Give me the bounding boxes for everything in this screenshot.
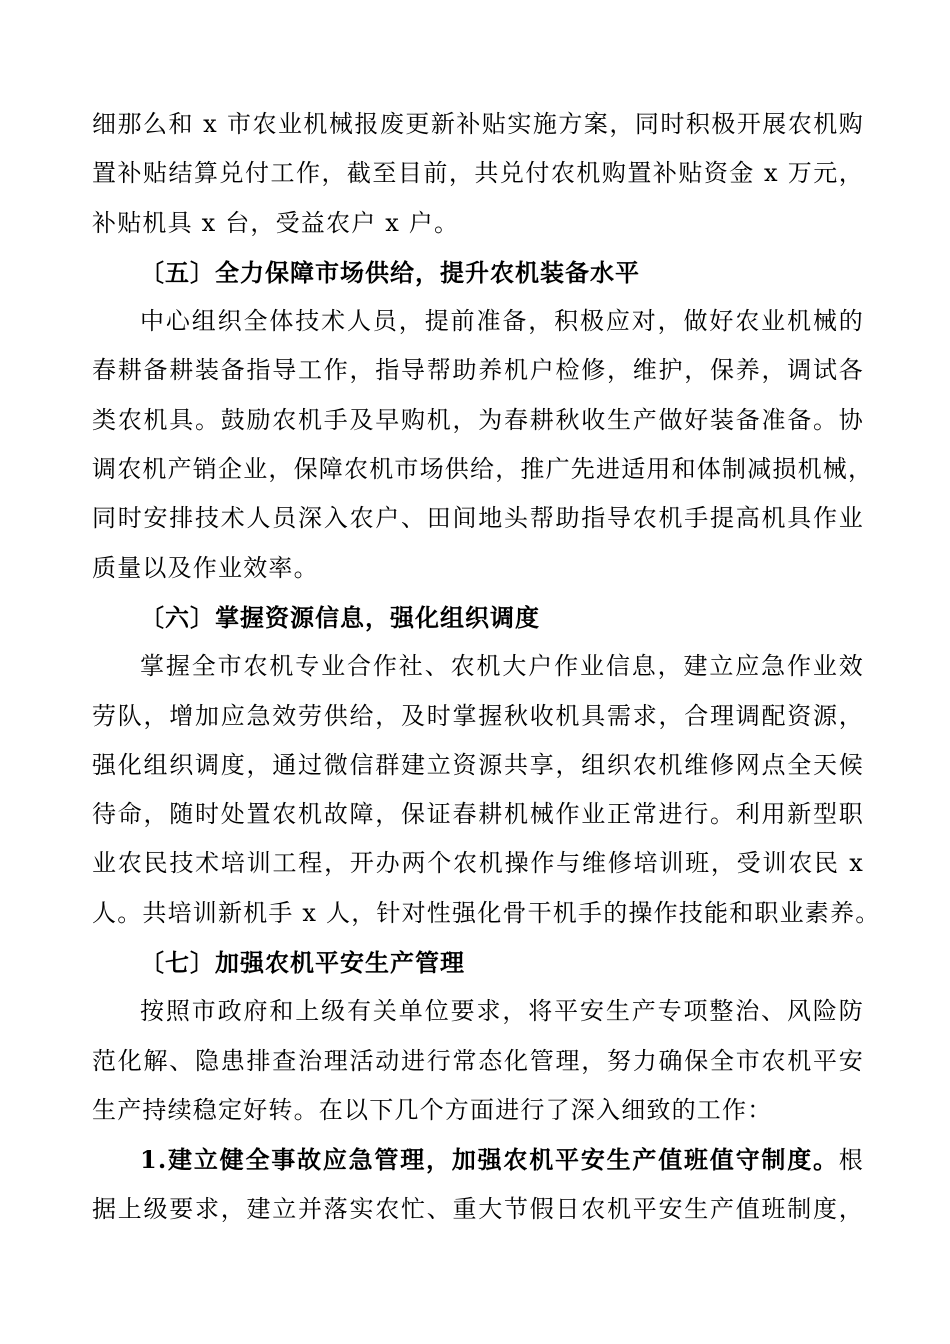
paragraph-line: 细那么和 x 市农业机械报废更新补贴实施方案，同时积极开展农机购 (92, 110, 864, 138)
paragraph-line: 类农机具。鼓励农机手及早购机，为春耕秋收生产做好装备准备。协 (92, 405, 864, 434)
item-1-text-start: 根 (838, 1146, 864, 1175)
paragraph-line: 同时安排技术人员深入农户、田间地头帮助指导农机手提高机具作业 (92, 504, 864, 533)
document-page (92, 100, 881, 1234)
paragraph-line: 劳队，增加应急效劳供给，及时掌握秋收机具需求，合理调配资源， (92, 701, 864, 730)
paragraph-line: 春耕备耕装备指导工作，指导帮助养机户检修，维护，保养，调试各 (92, 356, 864, 385)
paragraph-line: 生产持续稳定好转。在以下几个方面进行了深入细致的工作： (92, 1095, 773, 1124)
paragraph-line: 范化解、隐患排查治理活动进行常态化管理，努力确保全市农机平安 (92, 1046, 864, 1075)
paragraph-line: 人。共培训新机手 x 人，针对性强化骨干机手的操作技能和职业素养。 (92, 898, 881, 927)
paragraph-line: 中心组织全体技术人员，提前准备，积极应对，做好农业机械的 (140, 307, 864, 336)
paragraph-line: 待命，随时处置农机故障，保证春耕机械作业正常进行。利用新型职 (92, 800, 864, 829)
section-heading-seven: 〔七〕加强农机平安生产管理 (140, 948, 465, 978)
paragraph-line: 质量以及作业效率。 (92, 553, 319, 582)
section-heading-five: 〔五〕全力保障市场供给，提升农机装备水平 (140, 257, 640, 287)
paragraph-line: 业农民技术培训工程，开办两个农机操作与维修培训班，受训农民 x (92, 849, 864, 878)
item-1-bold-title: 1.建立健全事故应急管理，加强农机平安生产值班值守制度。 (140, 1145, 839, 1175)
paragraph-line: 掌握全市农机专业合作社、农机大户作业信息，建立应急作业效 (140, 652, 864, 681)
paragraph-line: 强化组织调度，通过微信群建立资源共享，组织农机维修网点全天候 (92, 750, 864, 779)
paragraph-line: 补贴机具 x 台，受益农户 x 户。 (92, 208, 460, 237)
numbered-item-1 (92, 1135, 864, 1184)
paragraph-line: 调农机产销企业，保障农机市场供给，推广先进适用和体制减损机械， (92, 455, 874, 484)
paragraph-line: 置补贴结算兑付工作，截至目前，共兑付农机购置补贴资金 x 万元， (92, 159, 864, 188)
paragraph-line: 按照市政府和上级有关单位要求，将平安生产专项整治、风险防 (140, 997, 864, 1026)
section-heading-six: 〔六〕掌握资源信息，强化组织调度 (140, 602, 540, 632)
paragraph-line: 据上级要求，建立并落实农忙、重大节假日农机平安生产值班制度， (92, 1194, 864, 1223)
